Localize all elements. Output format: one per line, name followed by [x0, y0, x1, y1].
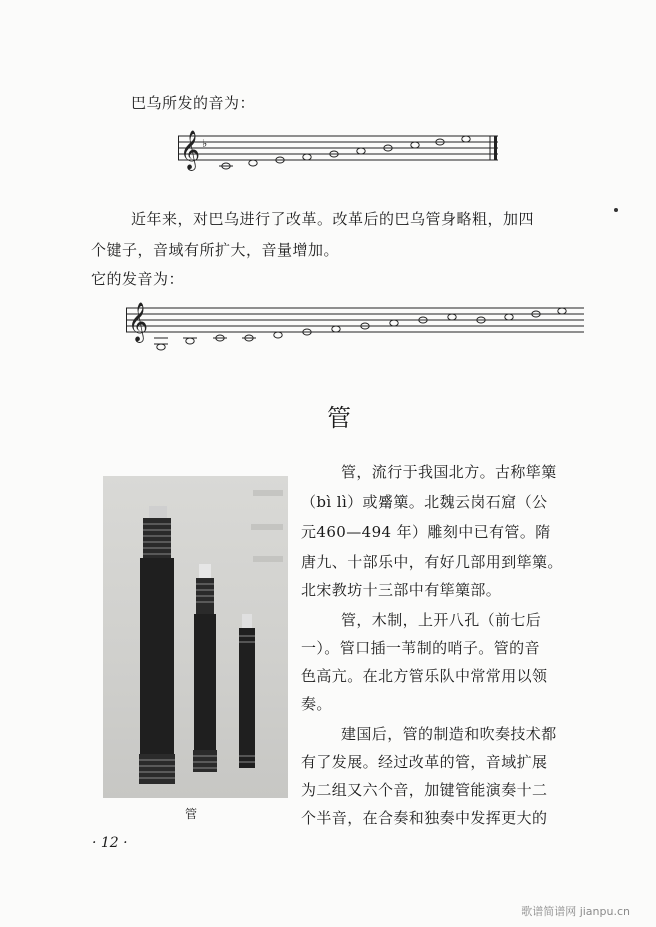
body-line: （bì lì）或觱篥。北魏云岗石窟（公 [301, 493, 548, 511]
body-line: 有了发展。经过改革的管，音域扩展 [301, 753, 548, 771]
body-line: 一）。管口插一苇制的哨子。管的音 [301, 639, 540, 657]
body-line: 个半音，在合奏和独奏中发挥更大的 [301, 809, 548, 827]
photo-caption: 管 [185, 807, 198, 821]
body-line: 奏。 [301, 695, 332, 713]
reform-line-2: 个键子，音域有所扩大，音量增加。 [91, 241, 340, 259]
guan-photo [103, 476, 288, 798]
site-watermark: 歌谱简谱网 jianpu.cn [521, 905, 630, 918]
reform-line-1: 近年来，对巴乌进行了改革。改革后的巴乌管身略粗，加四 [131, 210, 535, 228]
section-title: 管 [327, 404, 352, 432]
reformed-bawu-range-staff [126, 296, 586, 360]
body-line: 唐九、十部乐中，有好几部用到筚篥。 [301, 553, 563, 571]
bawu-range-staff [178, 128, 500, 178]
body-line: 管，流行于我国北方。古称筚篥 [341, 463, 557, 481]
svg-text:♭: ♭ [202, 137, 208, 150]
bawu-range-label: 巴乌所发的音为： [131, 94, 256, 112]
body-line: 北宋教坊十三部中有筚篥部。 [301, 581, 502, 599]
body-line: 为二组又六个音，加键管能演奏十二 [301, 781, 548, 799]
body-line: 建国后，管的制造和吹奏技术都 [341, 725, 557, 743]
body-line: 管，木制，上开八孔（前七后 [341, 611, 542, 629]
reform-line-3: 它的发音为： [91, 270, 185, 288]
body-line: 元460—494 年）雕刻中已有管。隋 [301, 523, 551, 541]
svg-text:𝄞: 𝄞 [180, 130, 201, 170]
page-number: · 12 · [92, 835, 128, 851]
body-line: 色高亢。在北方管乐队中常常用以领 [301, 667, 548, 685]
print-dot [614, 208, 618, 212]
svg-text:𝄞: 𝄞 [128, 302, 149, 342]
